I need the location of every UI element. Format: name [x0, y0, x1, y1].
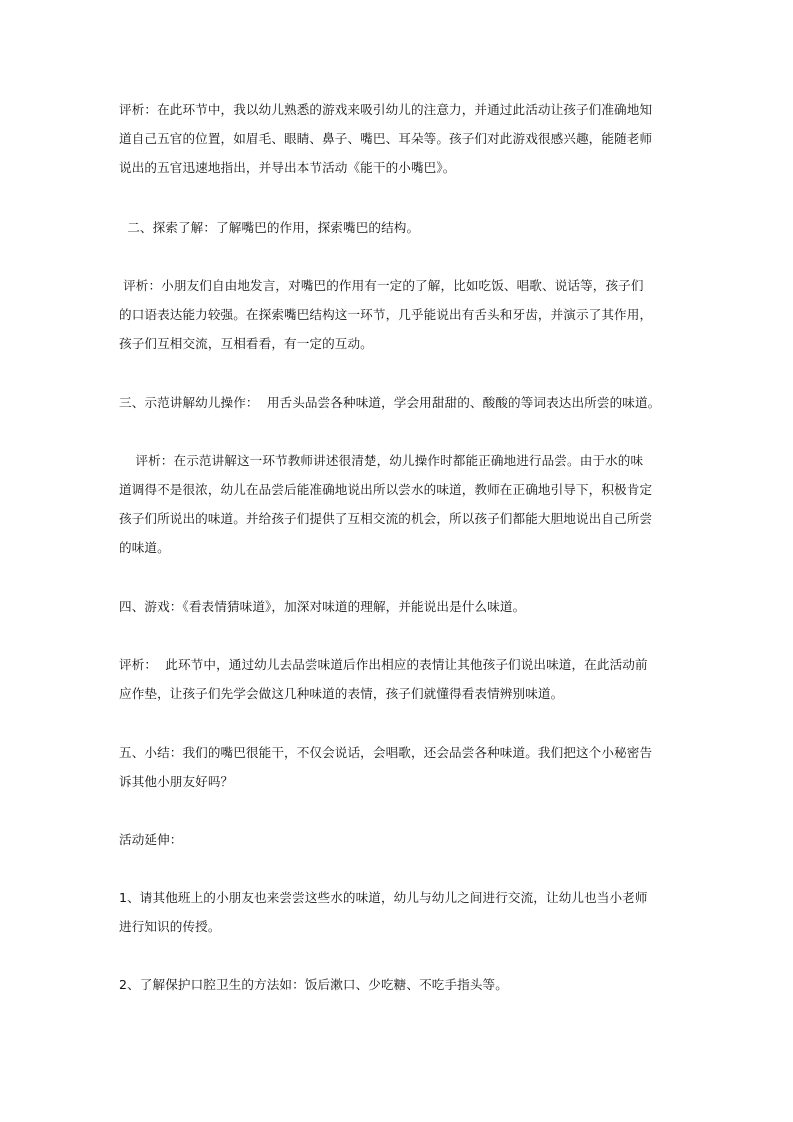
text-line: 三、示范讲解幼儿操作： 用舌头品尝各种味道，学会用甜甜的、酸酸的等词表达出所尝的味道。 — [119, 395, 661, 410]
extension-item-1 — [119, 883, 675, 941]
text-line: 评析： 此环节中，通过幼儿去品尝味道后作出相应的表情让其他孩子们说出味道，在此活动前 — [119, 657, 648, 672]
section-summary — [119, 738, 675, 796]
text-line: 的味道。 — [119, 540, 170, 555]
section-heading-demo — [119, 388, 675, 417]
text-line: 评析：在示范讲解这一环节教师讲述很清楚，幼儿操作时都能正确地进行品尝。由于水的味 — [119, 453, 644, 468]
paragraph-evaluation-3 — [119, 446, 675, 562]
paragraph-evaluation-4 — [119, 650, 675, 708]
section-heading-explore — [119, 213, 675, 242]
section-heading-game — [119, 592, 675, 621]
text-line: 道调得不是很浓，幼儿在品尝后能准确地说出所以尝水的味道，教师在正确地引导下，积极肯定 — [119, 482, 653, 497]
text-line: 二、探索了解：了解嘴巴的作用，探索嘴巴的结构。 — [119, 220, 420, 235]
text-line: 活动延伸： — [119, 832, 183, 847]
text-line: 应作垫，让孩子们先学会做这几种味道的表情，孩子们就懂得看表情辨别味道。 — [119, 686, 564, 701]
text-line: 诉其他小朋友好吗？ — [119, 774, 234, 789]
text-line: 2、了解保护口腔卫生的方法如：饭后漱口、少吃糖、不吃手指头等。 — [119, 977, 508, 992]
paragraph-evaluation-2 — [119, 271, 675, 358]
paragraph-evaluation-1 — [119, 95, 675, 182]
text-line: 五、小结：我们的嘴巴很能干，不仅会说话，会唱歌，还会品尝各种味道。我们把这个小秘密告 — [119, 745, 653, 760]
text-line: 评析：在此环节中，我以幼儿熟悉的游戏来吸引幼儿的注意力，并通过此活动让孩子们准确地知 — [119, 102, 653, 117]
text-line: 道自己五官的位置，如眉毛、眼睛、鼻子、嘴巴、耳朵等。孩子们对此游戏很感兴趣，能随老师 — [119, 131, 653, 146]
text-line: 孩子们互相交流，互相看看，有一定的互动。 — [119, 336, 373, 351]
text-line: 说出的五官迅速地指出，并导出本节活动《能干的小嘴巴》。 — [119, 160, 456, 175]
text-line: 的口语表达能力较强。在探索嘴巴结构这一环节，几乎能说出有舌头和牙齿，并演示了其作用， — [119, 307, 653, 322]
text-line: 四、游戏：《看表情猜味道》，加深对味道的理解，并能说出是什么味道。 — [119, 599, 526, 614]
text-line: 1、请其他班上的小朋友也来尝尝这些水的味道，幼儿与幼儿之间进行交流，让幼儿也当小老师 — [119, 890, 648, 905]
extension-item-2 — [119, 970, 675, 999]
section-heading-extension — [119, 825, 675, 854]
text-line: 进行知识的传授。 — [119, 919, 221, 934]
text-line: 孩子们所说出的味道。并给孩子们提供了互相交流的机会，所以孩子们都能大胆地说出自己所尝 — [119, 511, 653, 526]
text-line: 评析：小朋友们自由地发言，对嘴巴的作用有一定的了解，比如吃饭、唱歌、说话等，孩子们 — [119, 278, 644, 293]
